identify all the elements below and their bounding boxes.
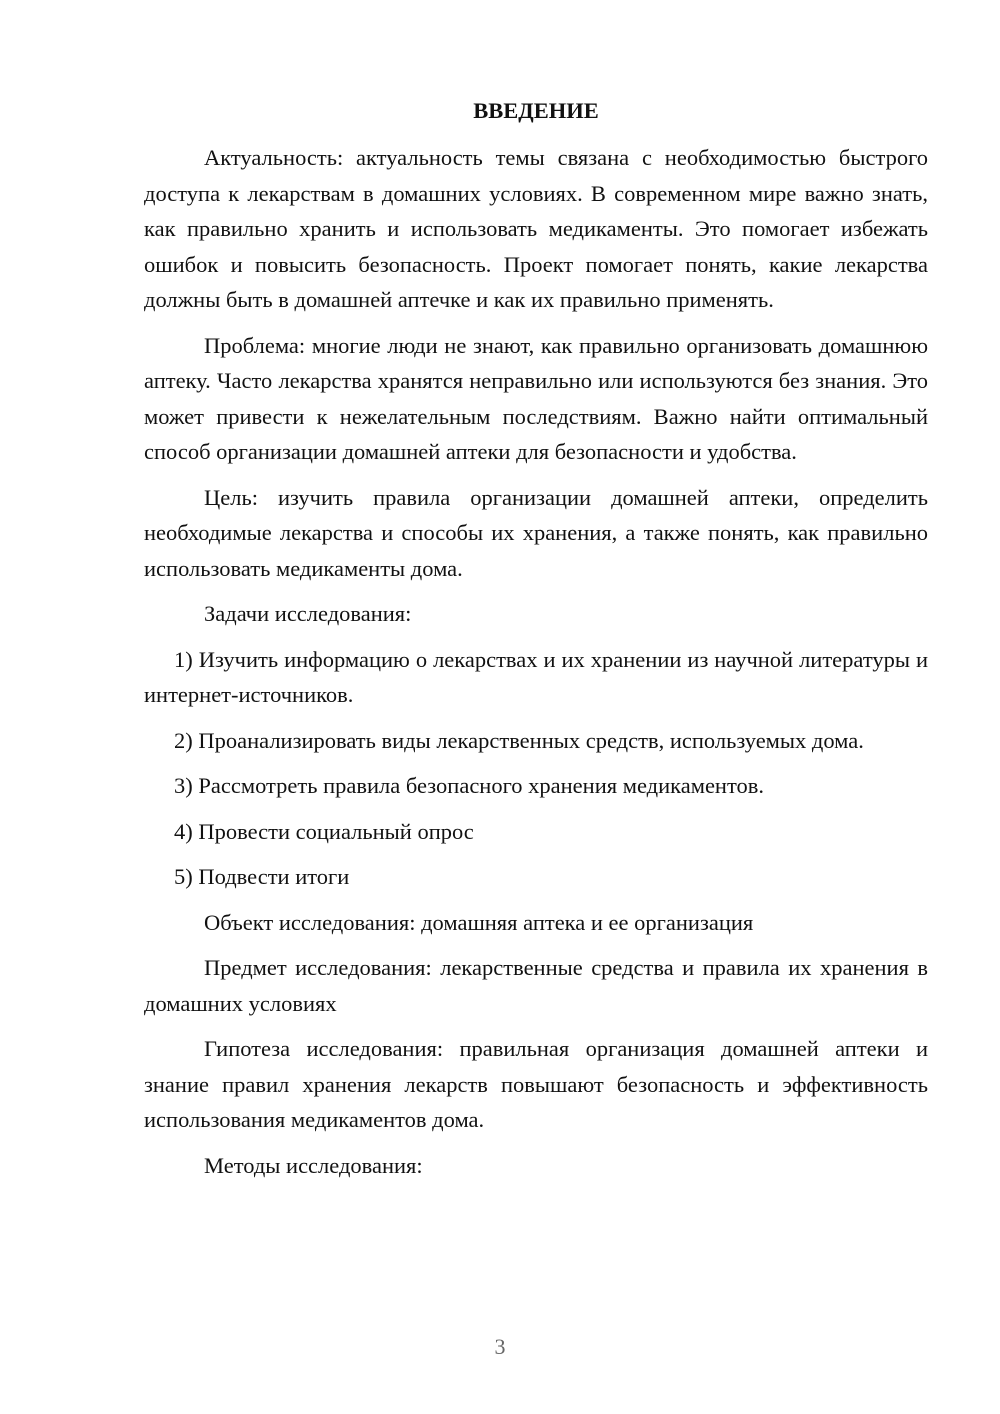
- problem-paragraph: Проблема: многие люди не знают, как правильно организовать домашнюю аптеку. Часто лекарства хранятся неправильно или используются без знания. Это может привести к нежелательным последствиям. Важно найти оптимальный способ организации домашней аптеки для безопасности и удобства.: [144, 332, 928, 464]
- goal-paragraph: Цель: изучить правила организации домашней аптеки, определить необходимые лекарства и способы их хранения, а также понять, как правильно использовать медикаменты дома.: [144, 484, 928, 581]
- list-item: 2) Проанализировать виды лекарственных средств, используемых дома.: [174, 727, 864, 753]
- hypothesis-paragraph: Гипотеза исследования: правильная организация домашней аптеки и знание правил хранения лекарств повышают безопасность и эффективность использования медикаментов дома.: [144, 1036, 928, 1132]
- object-paragraph: Объект исследования: домашняя аптека и ее организация: [204, 909, 754, 935]
- page-number: 3: [494, 1334, 506, 1359]
- tasks-heading: Задачи исследования:: [204, 601, 412, 626]
- list-item: 5) Подвести итоги: [174, 864, 350, 889]
- methods-heading: Методы исследования:: [204, 1152, 423, 1178]
- document-body: [144, 140, 928, 1183]
- list-item: 1) Изучить информацию о лекарствах и их хранении из научной литературы и интернет-источников.: [144, 646, 928, 707]
- list-item: 4) Провести социальный опрос: [174, 818, 474, 844]
- relevance-paragraph: Актуальность: актуальность темы связана с необходимостью быстрого доступа к лекарствам в домашних условиях. В современном мире важно знать, как правильно хранить и использовать медикаменты. Это помогает избежать ошибок и повысить безопасность. Проект помогает понять, какие лекарства должны быть в домашней аптечке и как их правильно применять.: [144, 145, 928, 312]
- subject-paragraph: Предмет исследования: лекарственные средства и правила их хранения в домашних условиях: [144, 955, 928, 1016]
- page-title: ВВЕДЕНИЕ: [473, 98, 599, 123]
- list-item: 3) Рассмотреть правила безопасного хранения медикаментов.: [174, 773, 765, 798]
